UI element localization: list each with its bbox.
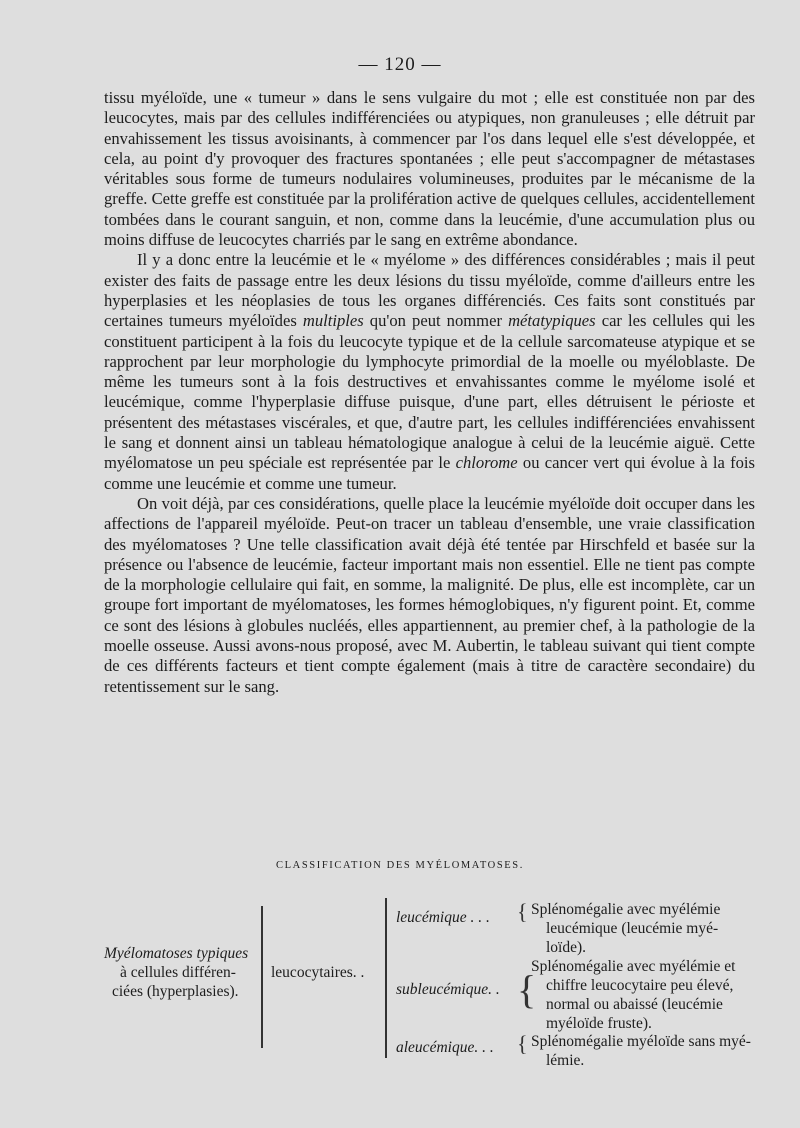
group-brace xyxy=(261,906,263,1048)
paragraph-1 xyxy=(104,88,755,250)
italic-term: multiples xyxy=(302,311,364,331)
row-brace-3: { xyxy=(517,1031,528,1056)
page-number: — 120 — xyxy=(358,54,442,75)
text-run: Il y a donc entre la leucémie et le « myélome » des différences considérables ; mais il peut exister des faits de passage entre les deux lésions du tissu myéloïde, comme d'ailleurs entre les hyperplasies et les néoplasies de tous les organes différenciés. Ces faits sont constitués par certaines tumeurs myéloïdes xyxy=(104,250,755,331)
row2-desc-1: Splénomégalie avec myélémie et xyxy=(531,958,736,975)
row1-desc-1: Splénomégalie avec myélémie xyxy=(531,901,721,918)
text-run: tissu myéloïde, une « tumeur » dans le sens vulgaire du mot ; elle est constituée non par des leucocytes, mais par des cellules indifférenciées ou atypiques, non granuleuses ; elle détruit par envahissement les tissus avoisinants, à commencer par l'os dans lequel elle s'est développée, et cela, au point d'y provoquer des fractures spontanées ; elle peut s'accompagner de métastases véritables sous forme de tumeurs nodulaires volumineuses, produites par le mécanisme de la greffe. Cette greffe est constituée par la prolifération active de quelques cellules, accidentellement tombées dans le courant sanguin, et non, comme dans la leucémie, d'une accumulation plus ou moins diffuse de leucocytes charriés par le sang en extrême abondance. xyxy=(104,88,755,250)
subtype-aleucemique: aleucémique. . . xyxy=(396,1039,494,1056)
cell-type-label: leucocytaires. . xyxy=(271,964,365,981)
subtype-subleucemique: subleucémique. . xyxy=(396,981,500,998)
body-text xyxy=(104,88,755,697)
row2-desc-4: myéloïde fruste). xyxy=(546,1015,652,1032)
subtype-brace xyxy=(385,898,387,1058)
row1-desc-3: loïde). xyxy=(546,939,587,956)
text-run: On voit déjà, par ces considérations, quelle place la leucémie myéloïde doit occuper dans les affections de l'appareil myéloïde. Peut-on tracer un tableau d'ensemble, une vraie classification des myélomatoses ? Une telle classification avait déjà été tentée par Hirschfeld et basée sur la présence ou l'absence de leucémie, facteur important mais non essentiel. Elle ne tient pas compte de la morphologie cellulaire qui fait, en somme, la malignité. De plus, elle est incomplète, car un groupe fort important de myélomatoses, les formes hémoglobiques, n'y figurent point. Et, comme ce sont des lésions à globules nucléés, elles appartiennent, au premier chef, à la pathologie de la moelle osseuse. Aussi avons-nous proposé, avec M. Aubertin, le tableau suivant qui tient compte de ces différents facteurs et tient compte également (mais à titre de caractère secondaire) du retentissement sur le sang. xyxy=(104,493,755,696)
italic-term: métatypiques xyxy=(508,311,596,331)
row2-desc-2: chiffre leucocytaire peu élevé, xyxy=(546,977,734,994)
row2-desc-3: normal ou abaissé (leucémie xyxy=(546,996,723,1013)
group-subtitle-2: ciées (hyperplasies). xyxy=(112,983,239,1000)
italic-term: chlorome xyxy=(455,453,518,473)
classification-caption: CLASSIFICATION DES MYÉLOMATOSES. xyxy=(276,860,524,871)
text-run: qu'on peut nommer xyxy=(363,311,509,331)
row-brace-1: { xyxy=(517,899,528,924)
group-subtitle-1: à cellules différen- xyxy=(120,964,236,981)
row3-desc-2: lémie. xyxy=(546,1052,585,1069)
group-title: Myélomatoses typiques xyxy=(104,945,249,962)
text-run: ou cancer vert qui évolue à la fois comme une leucémie et comme une tumeur. xyxy=(104,453,755,493)
paragraph-2 xyxy=(104,250,755,494)
row1-desc-2: leucémique (leucémie myé- xyxy=(546,920,719,937)
paragraph-3 xyxy=(104,494,755,697)
text-run: car les cellules qui les constituent participent à la fois du leucocyte typique et de la cellule sarcomateuse atypique et se rapprochent par leur morphologie du lymphocyte primordial de la moelle ou myéloblaste. De même les tumeurs sont à la fois destructives et envahissantes comme le myélome isolé et leucémique, comme l'hyperplasie diffuse puisque, d'une part, elles détruisent le périoste et présentent des métastases viscérales, et que, d'autre part, les cellules indifférenciées envahissent le sang et donnent ainsi un tableau hématologique analogue à celui de la leucémie aiguë. Cette myélomatose un peu spéciale est représentée par le xyxy=(104,311,756,473)
subtype-leucemique: leucémique . . . xyxy=(396,909,490,926)
row-brace-2: { xyxy=(517,967,537,1012)
row3-desc-1: Splénomégalie myéloïde sans myé- xyxy=(531,1033,751,1050)
